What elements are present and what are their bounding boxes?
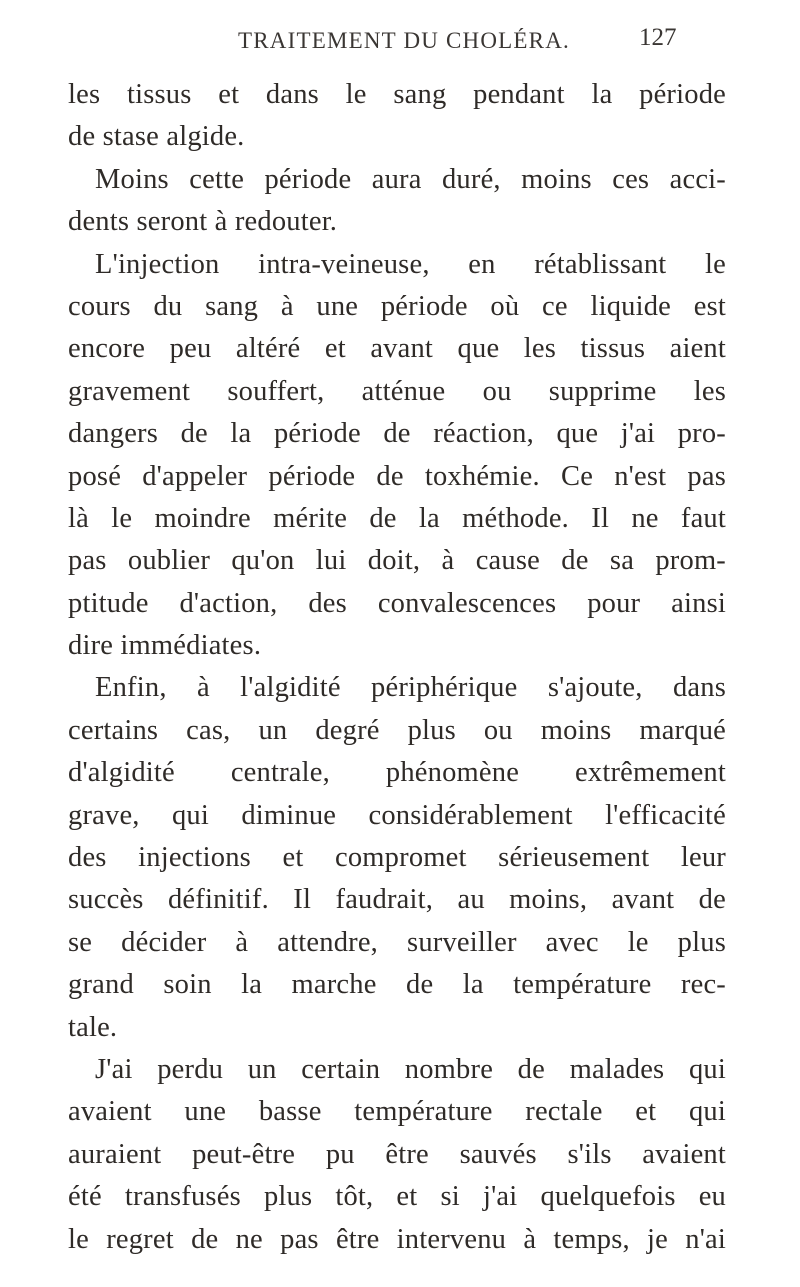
text-line: été transfusés plus tôt, et si j'ai quelquefois eu <box>68 1181 726 1213</box>
text-line: cours du sang à une période où ce liquide est <box>68 290 726 322</box>
text-line: de stase algide. <box>68 121 245 153</box>
text-line: encore peu altéré et avant que les tissus aient <box>68 333 726 365</box>
text-line: Enfin, à l'algidité périphérique s'ajoute, dans <box>95 672 726 704</box>
text-line: pas oublier qu'on lui doit, à cause de sa prom- <box>68 545 726 577</box>
text-line: Moins cette période aura duré, moins ces acci- <box>95 163 726 195</box>
text-line: dents seront à redouter. <box>68 206 338 238</box>
text-line: là le moindre mérite de la méthode. Il ne faut <box>68 502 726 534</box>
text-line: grave, qui diminue considérablement l'efficacité <box>68 799 726 831</box>
text-line: J'ai perdu un certain nombre de malades qui <box>95 1053 726 1085</box>
text-line: certains cas, un degré plus ou moins marqué <box>68 714 726 746</box>
page-number: 127 <box>639 24 677 51</box>
text-line: L'injection intra-veineuse, en rétablissant le <box>95 248 726 280</box>
text-line: ptitude d'action, des convalescences pour ainsi <box>68 587 726 619</box>
text-line: grand soin la marche de la température rec- <box>68 969 726 1001</box>
running-head <box>0 20 800 60</box>
text-line: succès définitif. Il faudrait, au moins, avant de <box>68 884 726 916</box>
text-line: dire immédiates. <box>68 630 262 662</box>
running-title: TRAITEMENT DU CHOLÉRA. <box>238 28 570 53</box>
text-line: gravement souffert, atténue ou supprime les <box>68 375 726 407</box>
text-line: les tissus et dans le sang pendant la période <box>68 79 726 110</box>
text-line: le regret de ne pas être intervenu à temps, je n'ai <box>68 1223 726 1255</box>
text-line: des injections et compromet sérieusement leur <box>68 842 726 874</box>
body-text <box>68 74 726 1261</box>
text-line: se décider à attendre, surveiller avec le plus <box>68 926 726 958</box>
text-line: d'algidité centrale, phénomène extrêmement <box>68 757 726 789</box>
text-line: posé d'appeler période de toxhémie. Ce n'est pas <box>68 460 726 492</box>
text-line: dangers de la période de réaction, que j'ai pro- <box>68 418 726 450</box>
text-line: tale. <box>68 1011 118 1043</box>
text-line: avaient une basse température rectale et qui <box>68 1096 726 1128</box>
text-line: auraient peut-être pu être sauvés s'ils avaient <box>68 1138 726 1170</box>
